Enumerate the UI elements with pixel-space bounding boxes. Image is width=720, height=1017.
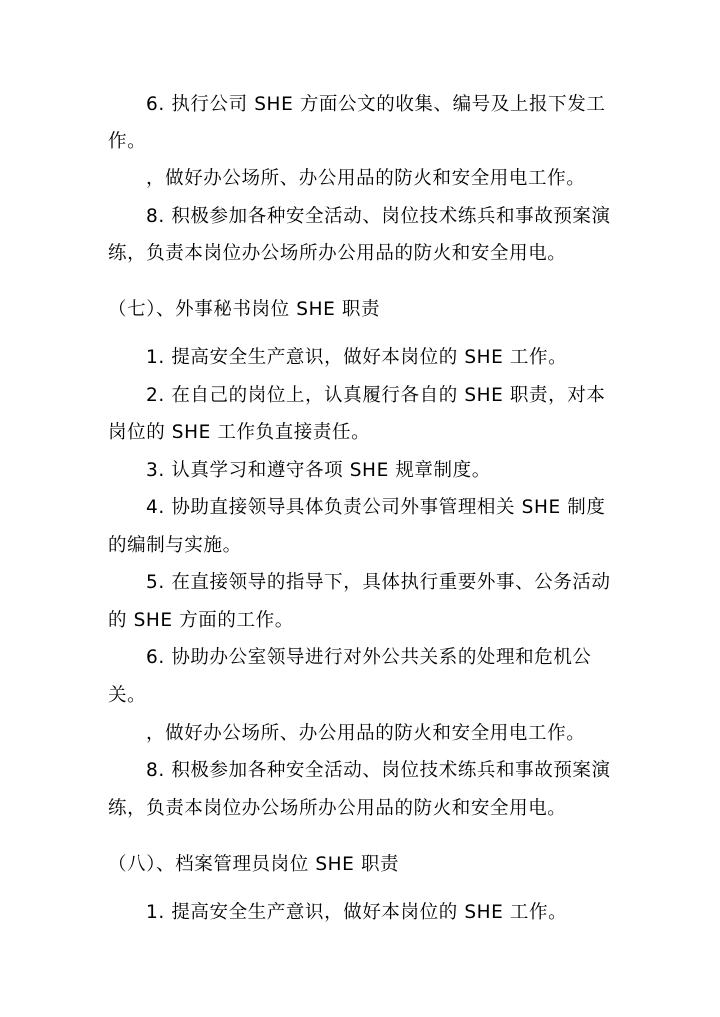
paragraph-line: 关。 xyxy=(108,685,147,706)
paragraph-line: 岗位的 SHE 工作负直接责任。 xyxy=(108,422,371,443)
paragraph-line: 2. 在自己的岗位上，认真履行各自的 SHE 职责，对本 xyxy=(146,385,606,406)
paragraph-line: 4. 协助直接领导具体负责公司外事管理相关 SHE 制度 xyxy=(146,497,606,518)
paragraph-line: 1. 提高安全生产意识，做好本岗位的 SHE 工作。 xyxy=(146,902,568,923)
paragraph-line: 3. 认真学习和遵守各项 SHE 规章制度。 xyxy=(146,460,491,481)
paragraph-line: ，做好办公场所、办公用品的防火和安全用电工作。 xyxy=(146,168,586,189)
paragraph-line: 练，负责本岗位办公场所办公用品的防火和安全用电。 xyxy=(108,798,567,819)
paragraph-line: 1. 提高安全生产意识，做好本岗位的 SHE 工作。 xyxy=(146,347,568,368)
paragraph-line: 6. 执行公司 SHE 方面公文的收集、编号及上报下发工 xyxy=(146,94,606,115)
paragraph-line: ，做好办公场所、办公用品的防火和安全用电工作。 xyxy=(146,723,586,744)
paragraph-line: 6. 协助办公室领导进行对外公共关系的处理和危机公 xyxy=(146,647,592,668)
paragraph-line: 作。 xyxy=(108,131,147,152)
section-heading: （八）、档案管理员岗位 SHE 职责 xyxy=(108,854,400,875)
section-heading: （七）、外事秘书岗位 SHE 职责 xyxy=(108,299,381,320)
paragraph-line: 8. 积极参加各种安全活动、岗位技术练兵和事故预案演 xyxy=(146,206,611,227)
paragraph-line: 的 SHE 方面的工作。 xyxy=(108,610,294,631)
paragraph-line: 的编制与实施。 xyxy=(108,535,242,556)
paragraph-line: 练，负责本岗位办公场所办公用品的防火和安全用电。 xyxy=(108,243,567,264)
paragraph-line: 5. 在直接领导的指导下，具体执行重要外事、公务活动 xyxy=(146,572,611,593)
paragraph-line: 8. 积极参加各种安全活动、岗位技术练兵和事故预案演 xyxy=(146,760,611,781)
